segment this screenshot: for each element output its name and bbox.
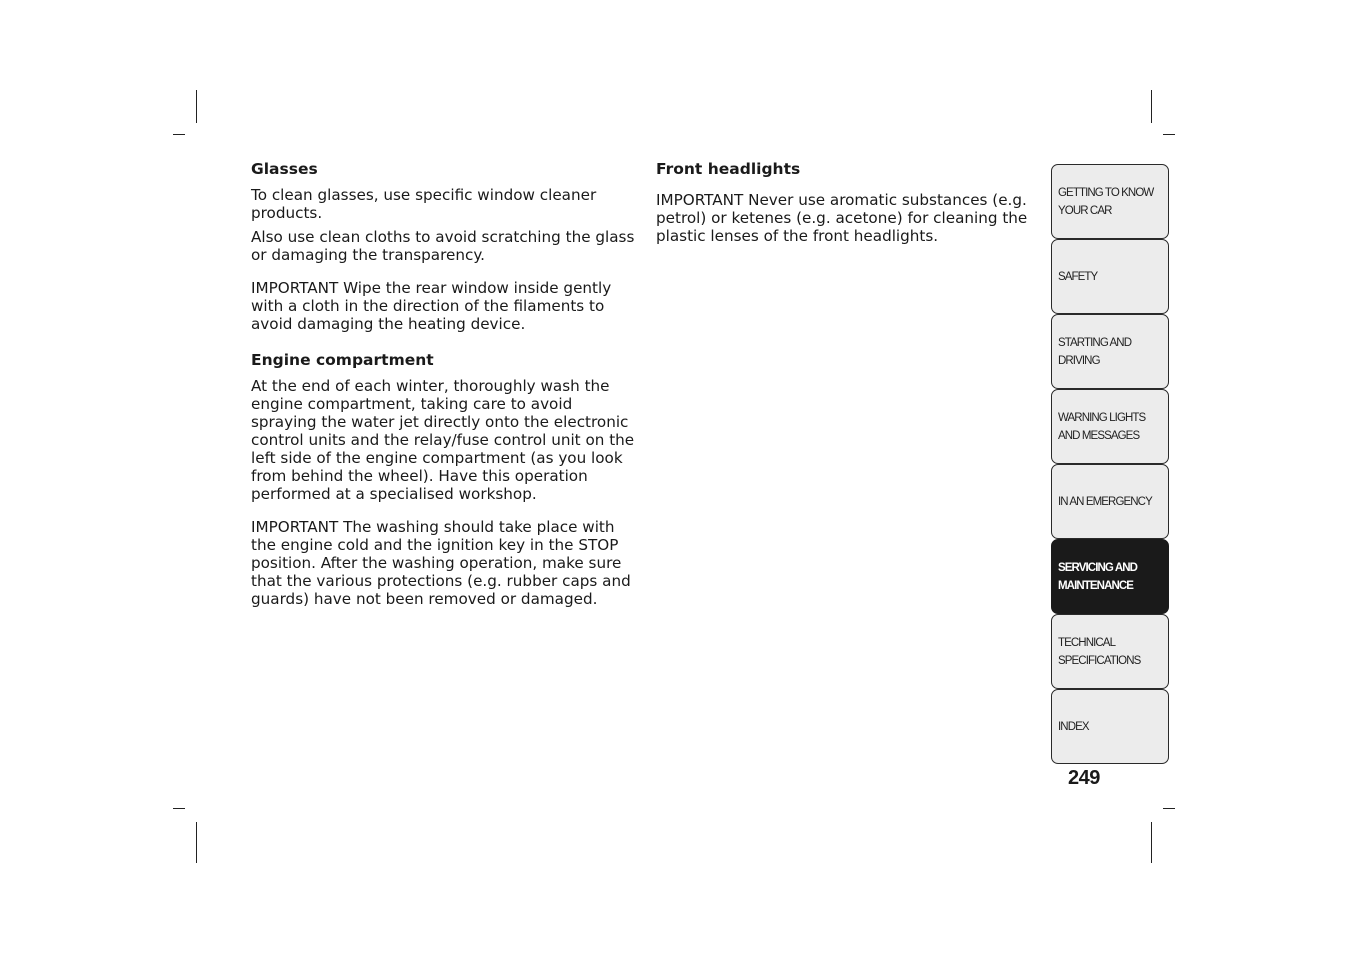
glasses-important-note: IMPORTANT Wipe the rear window inside gently with a cloth in the direction of the filaments to avoid damaging the heating device. bbox=[251, 279, 612, 333]
crop-mark bbox=[1163, 134, 1175, 135]
tab-label: SAFETY bbox=[1058, 270, 1098, 283]
crop-mark bbox=[173, 134, 185, 135]
crop-mark bbox=[196, 822, 197, 863]
tab-warning-lights-and-messages[interactable] bbox=[1051, 389, 1169, 464]
tab-label: IN AN EMERGENCY bbox=[1058, 495, 1152, 508]
front-headlights-heading: Front headlights bbox=[656, 160, 801, 178]
section-tabs bbox=[1051, 164, 1169, 764]
engine-compartment-important-note: IMPORTANT The washing should take place with the engine cold and the ignition key in the STOP position. After the washing operation, make sure that the various protections (e.g. rubber caps and guards) have not been removed or damaged. bbox=[251, 518, 631, 608]
crop-mark bbox=[1151, 822, 1152, 863]
glasses-paragraph: To clean glasses, use specific window cleaner products. bbox=[251, 186, 597, 222]
tab-label: STARTING AND DRIVING bbox=[1058, 336, 1132, 367]
tab-label: INDEX bbox=[1058, 720, 1089, 733]
crop-mark bbox=[173, 808, 185, 809]
crop-mark bbox=[1151, 90, 1152, 123]
tab-label: TECHNICAL SPECIFICATIONS bbox=[1058, 636, 1141, 667]
glasses-heading: Glasses bbox=[251, 160, 318, 178]
crop-mark bbox=[1163, 808, 1175, 809]
tab-technical-specifications[interactable] bbox=[1051, 614, 1169, 689]
tab-index[interactable] bbox=[1051, 689, 1169, 764]
glasses-paragraph: Also use clean cloths to avoid scratching the glass or damaging the transparency. bbox=[251, 228, 635, 264]
left-column bbox=[251, 160, 636, 614]
engine-compartment-paragraph: At the end of each winter, thoroughly wash the engine compartment, taking care to avoid spraying the water jet directly onto the electronic control units and the relay/fuse control unit on the left side of the engine compartment (as you look from behind the wheel). Have this operation performed at a specialised workshop. bbox=[251, 377, 635, 503]
engine-compartment-heading: Engine compartment bbox=[251, 351, 434, 369]
tab-safety[interactable] bbox=[1051, 239, 1169, 314]
front-headlights-important-note: IMPORTANT Never use aromatic substances (e.g. petrol) or ketenes (e.g. acetone) for cleaning the plastic lenses of the front headlights. bbox=[656, 191, 1028, 245]
tab-label: WARNING LIGHTS AND MESSAGES bbox=[1058, 411, 1146, 442]
tab-label: SERVICING AND MAINTENANCE bbox=[1058, 561, 1138, 592]
tab-label: GETTING TO KNOW YOUR CAR bbox=[1058, 186, 1154, 217]
crop-mark bbox=[196, 90, 197, 123]
tab-servicing-and-maintenance[interactable] bbox=[1051, 539, 1169, 614]
tab-in-an-emergency[interactable] bbox=[1051, 464, 1169, 539]
page-number: 249 bbox=[1068, 767, 1100, 789]
right-column bbox=[656, 160, 1036, 251]
tab-starting-and-driving[interactable] bbox=[1051, 314, 1169, 389]
tab-getting-to-know-your-car[interactable] bbox=[1051, 164, 1169, 239]
